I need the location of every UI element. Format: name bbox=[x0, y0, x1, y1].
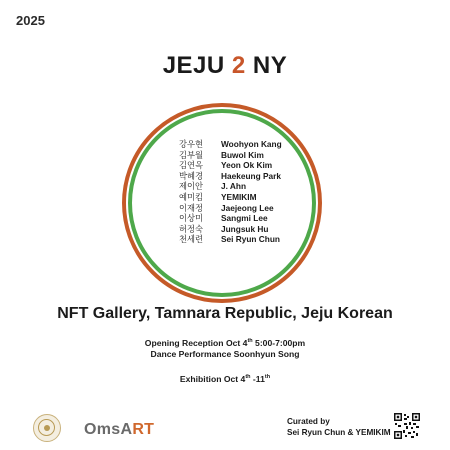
artist-row bbox=[179, 234, 282, 245]
seal-emblem-icon bbox=[33, 414, 61, 442]
artist-english-name: Woohyon Kang bbox=[221, 139, 282, 149]
logo-text-gray: OmsA bbox=[84, 421, 133, 438]
dance-performance-line: Dance Performance Soonhyun Song bbox=[150, 349, 300, 359]
curated-by-label: Curated by bbox=[287, 417, 330, 426]
artist-row bbox=[179, 213, 282, 224]
exhibition-end: -11 bbox=[250, 374, 265, 384]
artist-english-name: Yeon Ok Kim bbox=[221, 160, 273, 171]
title-accent-number: 2 bbox=[231, 52, 246, 79]
artist-row bbox=[179, 160, 282, 171]
reception-date: Opening Reception Oct 4 bbox=[144, 338, 248, 348]
artist-korean-name: 이상미 bbox=[179, 213, 204, 224]
logo-text-orange: RT bbox=[132, 421, 155, 438]
seal-center bbox=[44, 425, 50, 431]
artist-row bbox=[179, 192, 282, 203]
reception-time: 5:00-7:00pm bbox=[252, 338, 306, 348]
artist-korean-name: 박혜경 bbox=[179, 170, 204, 181]
year-label: 2025 bbox=[16, 13, 45, 28]
artist-row bbox=[179, 171, 282, 182]
artist-row bbox=[179, 181, 282, 192]
artist-korean-name: 김부월 bbox=[179, 149, 204, 160]
title-part-2: NY bbox=[245, 52, 288, 79]
artist-row bbox=[179, 150, 282, 161]
artist-row bbox=[179, 224, 282, 235]
exhibition-dates bbox=[0, 374, 450, 384]
artist-korean-name: 허정숙 bbox=[179, 223, 204, 234]
qr-code-icon[interactable] bbox=[394, 413, 420, 439]
artist-row bbox=[179, 203, 282, 214]
curator-credit bbox=[287, 417, 391, 438]
ordinal-suffix: th bbox=[247, 338, 253, 345]
artist-korean-name: 김연옥 bbox=[179, 160, 204, 171]
artist-english-name: Sangmi Lee bbox=[221, 213, 268, 224]
event-schedule bbox=[0, 338, 450, 360]
artist-english-name: YEMIKIM bbox=[221, 191, 257, 202]
ordinal-suffix: th bbox=[245, 374, 251, 381]
artist-english-name: Buwol Kim bbox=[221, 149, 264, 160]
artist-english-name: Jaejeong Lee bbox=[221, 202, 274, 213]
artist-english-name: Sei Ryun Chun bbox=[221, 234, 281, 245]
curator-names: Sei Ryun Chun & YEMIKIM bbox=[287, 427, 391, 437]
artist-row bbox=[179, 139, 282, 150]
omsart-logo bbox=[84, 421, 154, 439]
artist-english-name: Jungsuk Hu bbox=[221, 223, 269, 234]
artist-korean-name: 강우현 bbox=[179, 139, 204, 149]
artist-korean-name: 예미킴 bbox=[179, 191, 204, 202]
artist-list bbox=[179, 139, 282, 245]
title-part-1: JEJU bbox=[162, 52, 232, 79]
event-title bbox=[0, 52, 450, 80]
artist-korean-name: 천세련 bbox=[179, 234, 204, 245]
artist-english-name: Haekeung Park bbox=[221, 170, 281, 181]
artist-korean-name: 제이안 bbox=[179, 181, 204, 192]
venue-heading: NFT Gallery, Tamnara Republic, Jeju Korean bbox=[57, 305, 393, 322]
artist-korean-name: 이재정 bbox=[179, 202, 204, 213]
opening-reception-line bbox=[0, 338, 450, 349]
ordinal-suffix: th bbox=[264, 374, 271, 381]
artist-english-name: J. Ahn bbox=[221, 181, 247, 192]
exhibition-start: Exhibition Oct 4 bbox=[179, 374, 246, 384]
